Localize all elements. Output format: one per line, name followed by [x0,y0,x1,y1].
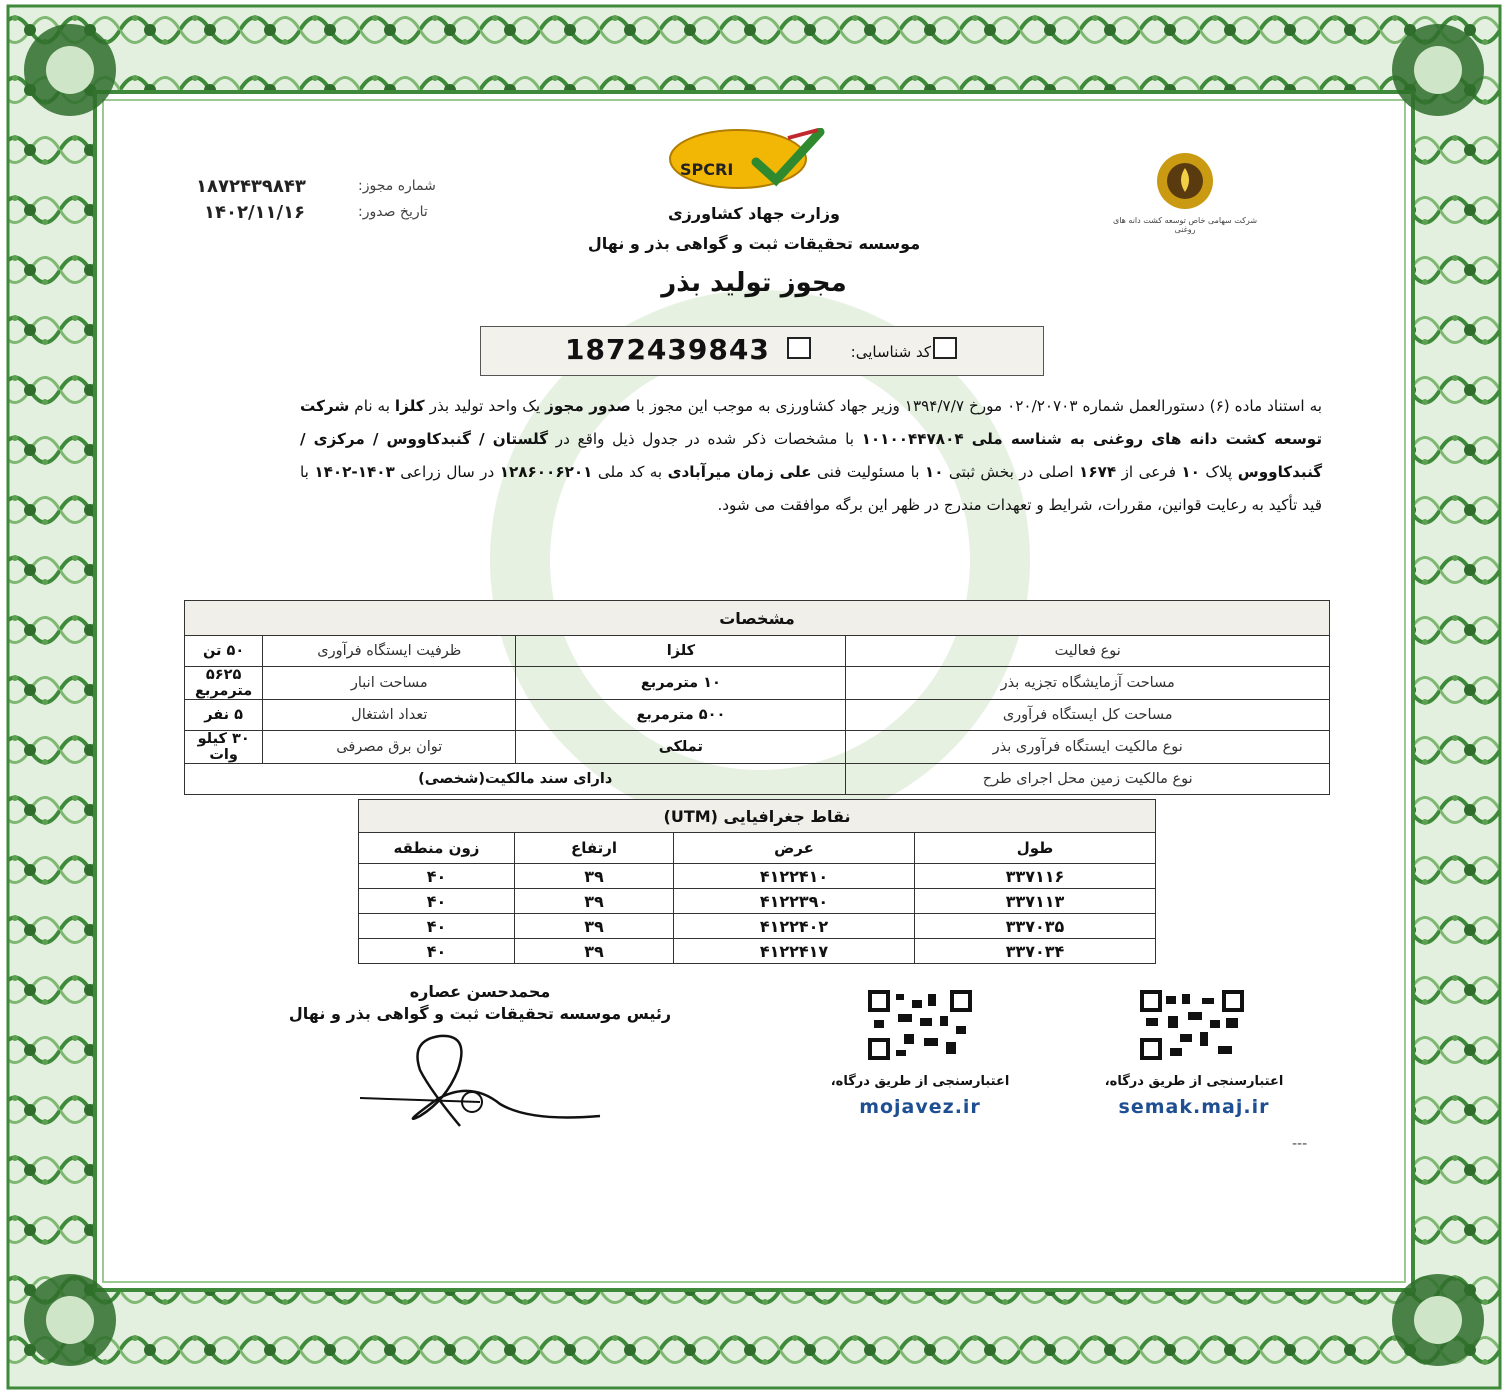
body-bold: گلستان / گنبدکاووس / مرکزی / گنبدکاووس [300,430,1323,481]
license-number-label: شماره مجوز: [358,178,436,194]
institute-name: موسسه تحقیقات ثبت و گواهی بذر و نهال [587,234,921,253]
issue-date-value: ۱۴۰۲/۱۱/۱۶ [204,202,306,223]
spec-label: توان برق مصرفی [263,731,516,764]
spec-label: مساحت انبار [263,667,516,700]
body-segment: با مسئولیت فنی [816,463,920,481]
semak-link[interactable]: semak.maj.ir [1118,1096,1270,1118]
table-row [185,764,1330,795]
company-logo [1110,150,1260,236]
spec-label: ظرفیت ایستگاه فرآوری [263,636,516,667]
table-row [185,731,1330,764]
spec-value: ۱۰ مترمربع [516,667,846,700]
body-bold: ۱۴۰۳-۱۴۰۲ [314,463,395,481]
geo-cell: ۴۰ [359,914,515,939]
table-row [359,914,1156,939]
specs-table [184,600,1330,795]
spec-value: تملکی [516,731,846,764]
land-ownership-label: نوع مالکیت زمین محل اجرای طرح [846,764,1330,795]
signer-title: رئیس موسسه تحقیقات ثبت و گواهی بذر و نهال [288,1004,672,1023]
body-bold: ۱۲۸۶۰۰۶۲۰۱ [499,463,593,481]
body-segment: اصلی در بخش ثبتی [948,463,1074,481]
spec-label: تعداد اشتغال [263,700,516,731]
geo-cell: ۴۱۲۲۴۱۰ [674,864,915,889]
signer-name: محمدحسن عصاره [409,982,551,1001]
license-number-value: ۱۸۷۲۴۳۹۸۴۳ [196,176,306,197]
body-bold: ۱۰ [924,463,944,481]
spcri-logo-text: SPCRI [680,160,734,179]
table-row [185,700,1330,731]
qr-code-left-icon [868,990,972,1060]
geo-header-altitude: ارتفاع [515,833,674,864]
spcri-logo [668,128,828,190]
spec-value: ۵ نفر [185,700,263,731]
qr-code-right-icon [1140,990,1244,1060]
sunflower-icon [1145,150,1225,212]
geo-cell: ۴۰ [359,889,515,914]
spec-label: نوع مالکیت ایستگاه فرآوری بذر [846,731,1330,764]
geo-points-table [358,799,1156,964]
spec-value: ۵۶۲۵ مترمربع [185,667,263,700]
geo-cell: ۳۹ [515,939,674,964]
spec-label: نوع فعالیت [846,636,1330,667]
geo-header-zone: زون منطقه [359,833,515,864]
license-body-text [300,390,1322,522]
verify-text-right: اعتبارسنجی از طریق درگاه، [1104,1074,1284,1089]
checkbox-right [933,337,957,359]
spec-value: ۳۰ کیلو وات [185,731,263,764]
specs-title: مشخصات [185,601,1330,636]
body-bold: ۱۰ [1181,463,1200,481]
footer-dashes: --- [1292,1136,1308,1152]
page-title: مجوز تولید بذر [661,268,847,298]
body-segment: فرعی از [1121,463,1176,481]
body-segment: یک واحد تولید بذر [429,397,541,415]
ministry-name: وزارت جهاد کشاورزی [667,204,840,223]
geo-cell: ۴۰ [359,939,515,964]
geo-cell: ۳۹ [515,914,674,939]
body-bold: شرکت توسعه کشت دانه های روغنی به شناسه ملی ۱۰۱۰۰۴۴۷۸۰۴ [300,397,1323,448]
body-segment: به نام [354,397,390,415]
body-bold: صدور مجوز [545,397,631,415]
spec-label: مساحت آزمایشگاه تجزیه بذر [846,667,1330,700]
body-segment: به کد ملی [597,463,663,481]
identification-value: 1872439843 [565,333,770,366]
geo-cell: ۴۰ [359,864,515,889]
body-bold: ۱۶۷۴ [1079,463,1117,481]
geo-cell: ۳۳۷۰۳۵ [915,914,1156,939]
body-segment: با قید تأکید به رعایت قوانین، مقررات، شرایط و تعهدات مندرج در ظهر این برگه موافقت می شود. [300,463,1322,514]
geo-cell: ۳۹ [515,864,674,889]
issue-date-label: تاریخ صدور: [358,204,428,220]
geo-cell: ۳۹ [515,889,674,914]
spec-value: کلزا [516,636,846,667]
geo-cell: ۴۱۲۲۴۰۲ [674,914,915,939]
body-segment: در سال زراعی [400,463,495,481]
body-segment: به استناد ماده (۶) دستورالعمل شماره ۰۲۰/۲۰۷۰۳ مورخ ۱۳۹۴/۷/۷ وزیر جهاد کشاورزی به موجب این مجوز با [635,397,1323,415]
spec-label: مساحت کل ایستگاه فرآوری [846,700,1330,731]
land-ownership-value: دارای سند مالکیت(شخصی) [185,764,846,795]
body-bold: علی زمان میرآبادی [667,463,812,481]
geo-cell: ۳۳۷۱۱۶ [915,864,1156,889]
table-row [185,667,1330,700]
table-row [185,636,1330,667]
table-row [359,889,1156,914]
body-bold: کلزا [394,397,425,415]
geo-cell: ۴۱۲۲۳۹۰ [674,889,915,914]
signature-icon [360,1030,620,1134]
spec-value: ۵۰ تن [185,636,263,667]
body-segment: پلاک [1205,463,1233,481]
geo-cell: ۴۱۲۲۴۱۷ [674,939,915,964]
company-logo-caption: شرکت سهامی خاص توسعه کشت دانه های روغنی [1112,216,1258,234]
identification-box [480,326,1044,376]
mojavez-link[interactable]: mojavez.ir [859,1096,981,1118]
geo-title: نقاط جغرافیایی (UTM) [359,800,1156,833]
spec-value: ۵۰۰ مترمربع [516,700,846,731]
geo-cell: ۳۳۷۱۱۳ [915,889,1156,914]
verify-text-left: اعتبارسنجی از طریق درگاه، [830,1074,1010,1089]
geo-cell: ۳۳۷۰۳۴ [915,939,1156,964]
geo-header-latitude: عرض [674,833,915,864]
checkbox-left [787,337,811,359]
table-row [359,939,1156,964]
spcri-logo-icon [668,128,828,190]
table-row [359,864,1156,889]
body-segment: با مشخصات ذکر شده در جدول ذیل واقع در [555,430,854,448]
geo-header-longitude: طول [915,833,1156,864]
identification-label: کد شناسایی: [850,343,931,361]
